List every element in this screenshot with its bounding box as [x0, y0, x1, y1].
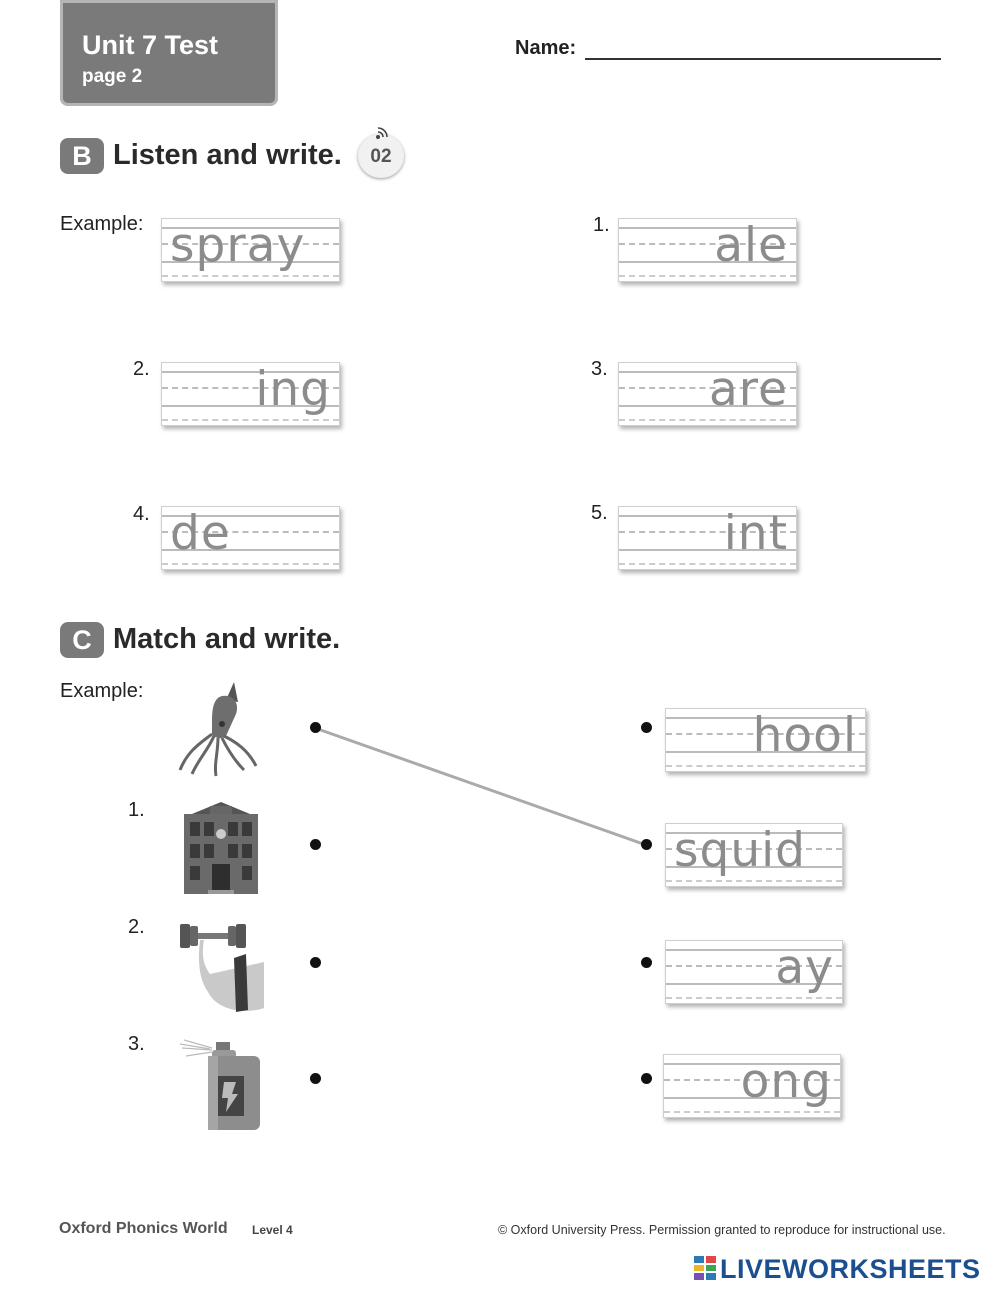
write-box-text: ing — [255, 362, 331, 417]
item-number: 4. — [133, 503, 150, 525]
example-label-c: Example: — [60, 680, 144, 702]
match-dot-left[interactable] — [310, 839, 321, 850]
match-word-box-3[interactable] — [665, 940, 843, 1004]
match-word-box-4[interactable] — [663, 1054, 841, 1118]
footer-level: Level 4 — [252, 1223, 293, 1237]
audio-track-number: 02 — [370, 146, 392, 167]
write-box-text: de — [170, 506, 231, 561]
item-number: 2. — [133, 358, 150, 380]
item-number: 1. — [593, 214, 610, 236]
footer-brand: Oxford Phonics World — [59, 1220, 228, 1237]
write-box-text: int — [723, 506, 788, 561]
match-dot-right[interactable] — [641, 1073, 652, 1084]
name-label: Name: — [515, 37, 577, 59]
match-dot-left[interactable] — [310, 1073, 321, 1084]
section-c-badge: C — [60, 622, 104, 658]
section-b-title: Listen and write. — [113, 139, 342, 171]
match-dot-right[interactable] — [641, 722, 652, 733]
match-dot-left[interactable] — [310, 957, 321, 968]
item-number: 1. — [128, 799, 145, 821]
example-label-b: Example: — [60, 213, 144, 235]
match-dot-left[interactable] — [310, 722, 321, 733]
write-box-text: ong — [740, 1054, 832, 1109]
liveworksheets-grid-icon — [694, 1256, 716, 1280]
section-c-title: Match and write. — [113, 623, 341, 655]
example-match-line — [315, 728, 646, 845]
match-word-box-1[interactable] — [665, 708, 866, 772]
page-label: page 2 — [82, 66, 143, 87]
section-b-badge: B — [60, 138, 104, 174]
liveworksheets-text: LIVEWORKSHEETS — [720, 1254, 981, 1284]
item-number: 3. — [128, 1033, 145, 1055]
match-dot-right[interactable] — [641, 957, 652, 968]
write-box-text: are — [708, 362, 788, 417]
write-box-text: ale — [714, 218, 788, 273]
item-number: 3. — [591, 358, 608, 380]
write-box-text: squid — [674, 823, 807, 878]
footer-copyright: © Oxford University Press. Permission granted to reproduce for instructional use. — [498, 1223, 946, 1237]
write-box-text: hool — [752, 708, 857, 763]
write-box-text: spray — [170, 218, 306, 273]
match-word-box-2[interactable] — [665, 823, 843, 887]
match-dot-right[interactable] — [641, 839, 652, 850]
item-number: 5. — [591, 502, 608, 524]
write-box-text: ay — [775, 940, 834, 995]
unit-title: Unit 7 Test — [82, 30, 219, 60]
item-number: 2. — [128, 916, 145, 938]
